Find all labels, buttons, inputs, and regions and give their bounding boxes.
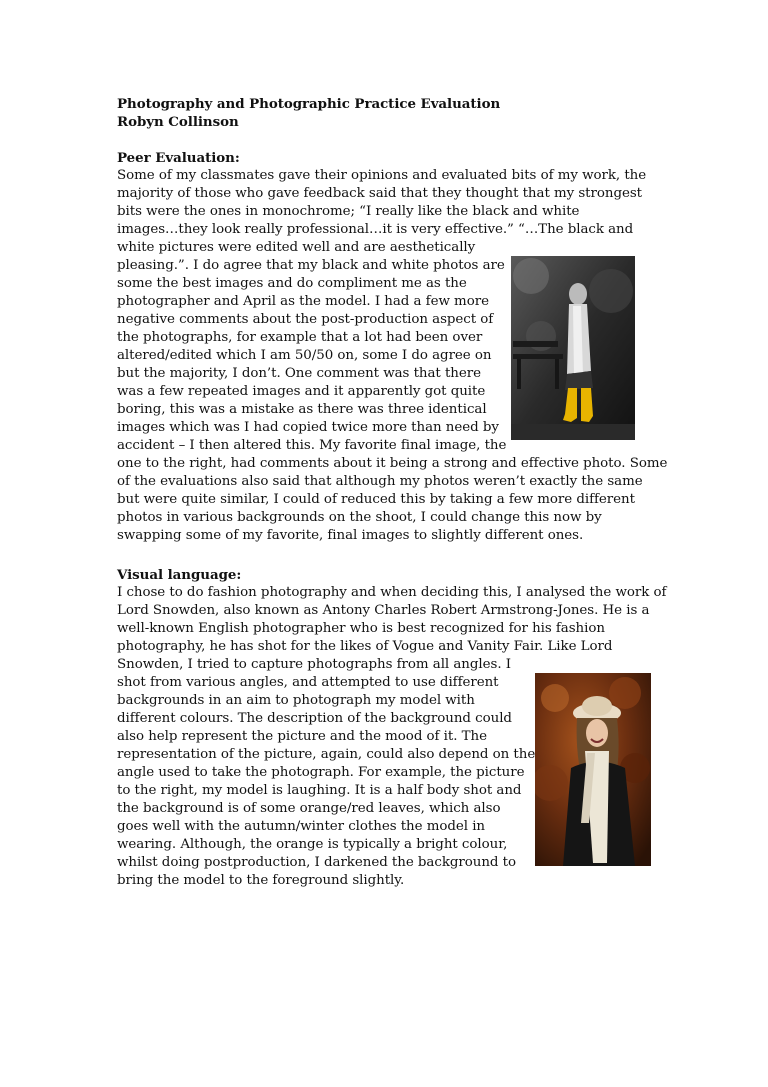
paragraph-line: also help represent the picture and the mood of it. The [117,729,487,744]
paragraph-line: white pictures were edited well and are aesthetically [117,240,476,255]
paragraph-line: photos in various backgrounds on the shoot, I could change this now by [117,510,602,525]
paragraph-line: photography, he has shot for the likes of Vogue and Vanity Fair. Like Lord [117,639,613,654]
paragraph-line: pleasing.”. I do agree that my black and white photos are [117,258,505,273]
laughing-model-photo [535,673,651,866]
paragraph-line: shot from various angles, and attempted to use different [117,675,499,690]
paragraph-line: of the evaluations also said that although my photos weren’t exactly the same [117,474,643,489]
paragraph-line: images which was I had copied twice more than need by [117,420,499,435]
paragraph-line: Snowden, I tried to capture photographs from all angles. I [117,657,511,672]
paragraph-line: Lord Snowden, also known as Antony Charles Robert Armstrong-Jones. He is a [117,603,650,618]
paragraph-line: backgrounds in an aim to photograph my model with [117,693,475,708]
monochrome-model-photo [511,256,635,440]
paragraph-line: bring the model to the foreground slightly. [117,873,405,888]
paragraph-line: swapping some of my favorite, final images to slightly different ones. [117,528,584,543]
document-title: Photography and Photographic Practice Evaluation [117,96,501,112]
paragraph-line: to the right, my model is laughing. It is a half body shot and [117,783,522,798]
document-author: Robyn Collinson [117,114,239,130]
paragraph-line: boring, this was a mistake as there was three identical [117,402,487,417]
paragraph-line: photographer and April as the model. I had a few more [117,294,489,309]
paragraph-line: different colours. The description of the background could [117,711,512,726]
paragraph-line: was a few repeated images and it apparently got quite [117,384,486,399]
paragraph-line: representation of the picture, again, could also depend on the [117,747,536,762]
paragraph-line: one to the right, had comments about it being a strong and effective photo. Some [117,456,668,471]
paragraph-line: well-known English photographer who is best recognized for his fashion [117,621,605,636]
paragraph-line: but the majority, I don’t. One comment was that there [117,366,481,381]
paragraph-line: the background is of some orange/red leaves, which also [117,801,501,816]
section-heading-visual-language: Visual language: [117,567,242,583]
paragraph-line: negative comments about the post-production aspect of [117,312,494,327]
paragraph-line: but were quite similar, I could of reduced this by taking a few more different [117,492,635,507]
paragraph-line: altered/edited which I am 50/50 on, some I do agree on [117,348,492,363]
paragraph-line: Some of my classmates gave their opinions and evaluated bits of my work, the [117,168,647,183]
paragraph-line: bits were the ones in monochrome; “I really like the black and white [117,204,580,219]
section-heading-peer-evaluation: Peer Evaluation: [117,150,240,166]
paragraph-line: some the best images and do compliment me as the [117,276,467,291]
paragraph-line: majority of those who gave feedback said that they thought that my strongest [117,186,642,201]
paragraph-line: the photographs, for example that a lot had been over [117,330,483,345]
paragraph-line: whilst doing postproduction, I darkened the background to [117,855,516,870]
paragraph-line: wearing. Although, the orange is typically a bright colour, [117,837,508,852]
paragraph-line: goes well with the autumn/winter clothes the model in [117,819,486,834]
paragraph-line: angle used to take the photograph. For example, the picture [117,765,525,780]
paragraph-line: accident – I then altered this. My favorite final image, the [117,438,507,453]
paragraph-line: images…they look really professional…it is very effective.” “…The black and [117,222,634,237]
paragraph-line: I chose to do fashion photography and when deciding this, I analysed the work of [117,585,667,600]
